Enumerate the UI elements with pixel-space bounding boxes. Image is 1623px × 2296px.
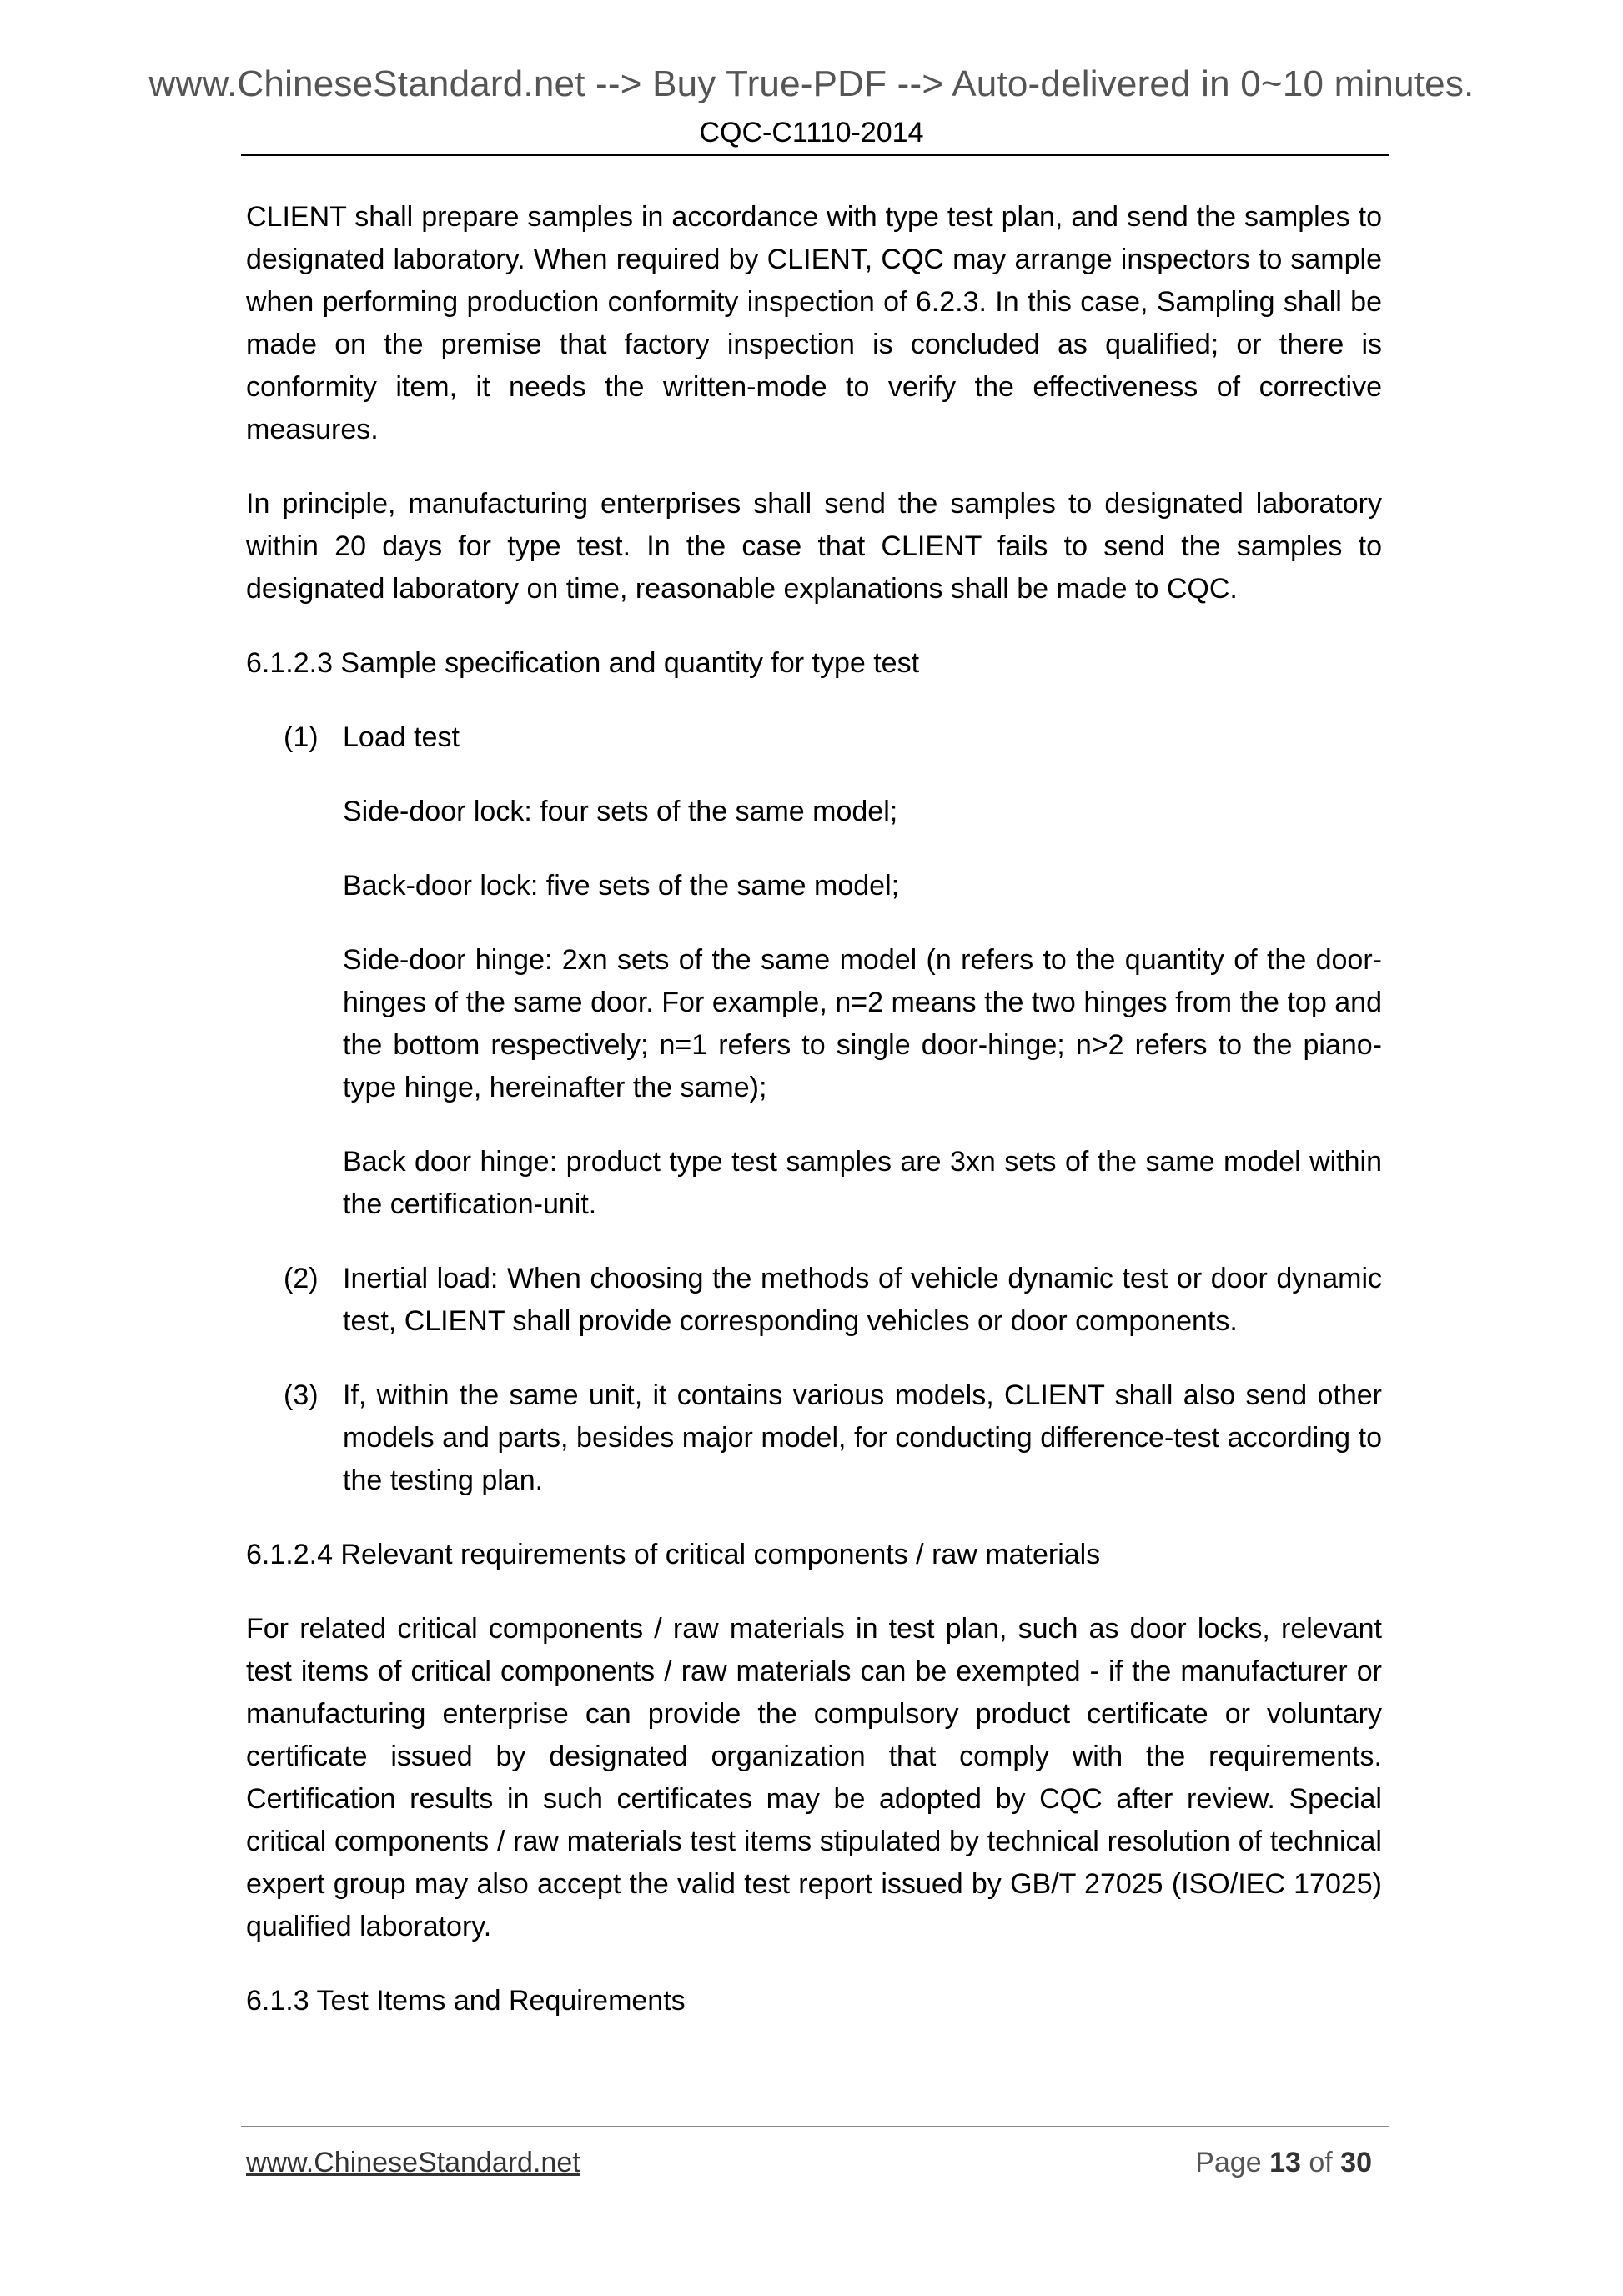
- side-door-lock-spec: Side-door lock: four sets of the same model;: [343, 796, 898, 827]
- header-banner: www.ChineseStandard.net --> Buy True-PDF --> Auto-delivered in 0~10 minutes.: [148, 63, 1475, 104]
- paragraph-critical-components: For related critical components / raw materials in test plan, such as door locks, relevant test items of critical components / raw materials can be exempted - if the manufacturer or manufacturing enterprise can provide the compulsory product certificate or voluntary certificate issued by designated organization that comply with the requirements. Certification results in such certificates may be adopted by CQC after review. Special critical components / raw materials test items stipulated by technical resolution of technical expert group may also accept the valid test report issued by GB/T 27025 (ISO/IEC 17025) qualified laboratory.: [246, 1613, 1382, 1942]
- section-heading-6-1-2-3: 6.1.2.3 Sample specification and quantity for type test: [246, 647, 920, 679]
- section-heading-6-1-3: 6.1.3 Test Items and Requirements: [246, 1985, 686, 2017]
- list-number: (1): [284, 721, 319, 753]
- page-prefix: Page: [1195, 2147, 1262, 2178]
- list-item-text: Load test: [343, 721, 460, 753]
- document-id: CQC-C1110-2014: [699, 117, 924, 148]
- page-of: of: [1309, 2147, 1333, 2178]
- paragraph-principle: In principle, manufacturing enterprises shall send the samples to designated laboratory within 20 days for type test. In the case that CLIENT fails to send the samples to designated laboratory on time, reasonable explanations shall be made to CQC.: [246, 488, 1382, 605]
- list-item-text: If, within the same unit, it contains various models, CLIENT shall also send other models and parts, besides major model, for conducting difference-test according to the testing plan.: [343, 1379, 1382, 1496]
- list-item-various-models: [246, 1374, 1382, 1502]
- footer-divider: [241, 2126, 1389, 2127]
- footer-website-link[interactable]: www.ChineseStandard.net: [246, 2147, 580, 2178]
- paragraph-sampling: CLIENT shall prepare samples in accordance with type test plan, and send the samples to designated laboratory. When required by CLIENT, CQC may arrange inspectors to sample when performing production conformity inspection of 6.2.3. In this case, Sampling shall be made on the premise that factory inspection is concluded as qualified; or there is conformity item, it needs the written-mode to verify the effectiveness of corrective measures.: [246, 201, 1382, 445]
- back-door-lock-spec: Back-door lock: five sets of the same model;: [343, 870, 900, 902]
- page-content: [246, 196, 1382, 2054]
- page-number: 13: [1269, 2147, 1301, 2178]
- list-item-text: Inertial load: When choosing the methods of vehicle dynamic test or door dynamic test, CLIENT shall provide corresponding vehicles or door components.: [343, 1263, 1382, 1337]
- list-number: (2): [284, 1263, 319, 1294]
- list-item-inertial-load: [246, 1258, 1382, 1343]
- list-item-load-test: [246, 716, 1382, 759]
- header-divider: [241, 154, 1389, 156]
- back-door-hinge-spec: Back door hinge: product type test samples are 3xn sets of the same model within the certification-unit.: [343, 1146, 1382, 1220]
- page-total: 30: [1340, 2147, 1372, 2178]
- side-door-hinge-spec: Side-door hinge: 2xn sets of the same model (n refers to the quantity of the door-hinges of the same door. For example, n=2 means the two hinges from the top and the bottom respectively; n=1 refers to single door-hinge; n>2 refers to the piano-type hinge, hereinafter the same);: [343, 944, 1382, 1103]
- list-number: (3): [284, 1379, 319, 1411]
- page-indicator: [1195, 2147, 1372, 2179]
- section-heading-6-1-2-4: 6.1.2.4 Relevant requirements of critical components / raw materials: [246, 1539, 1101, 1570]
